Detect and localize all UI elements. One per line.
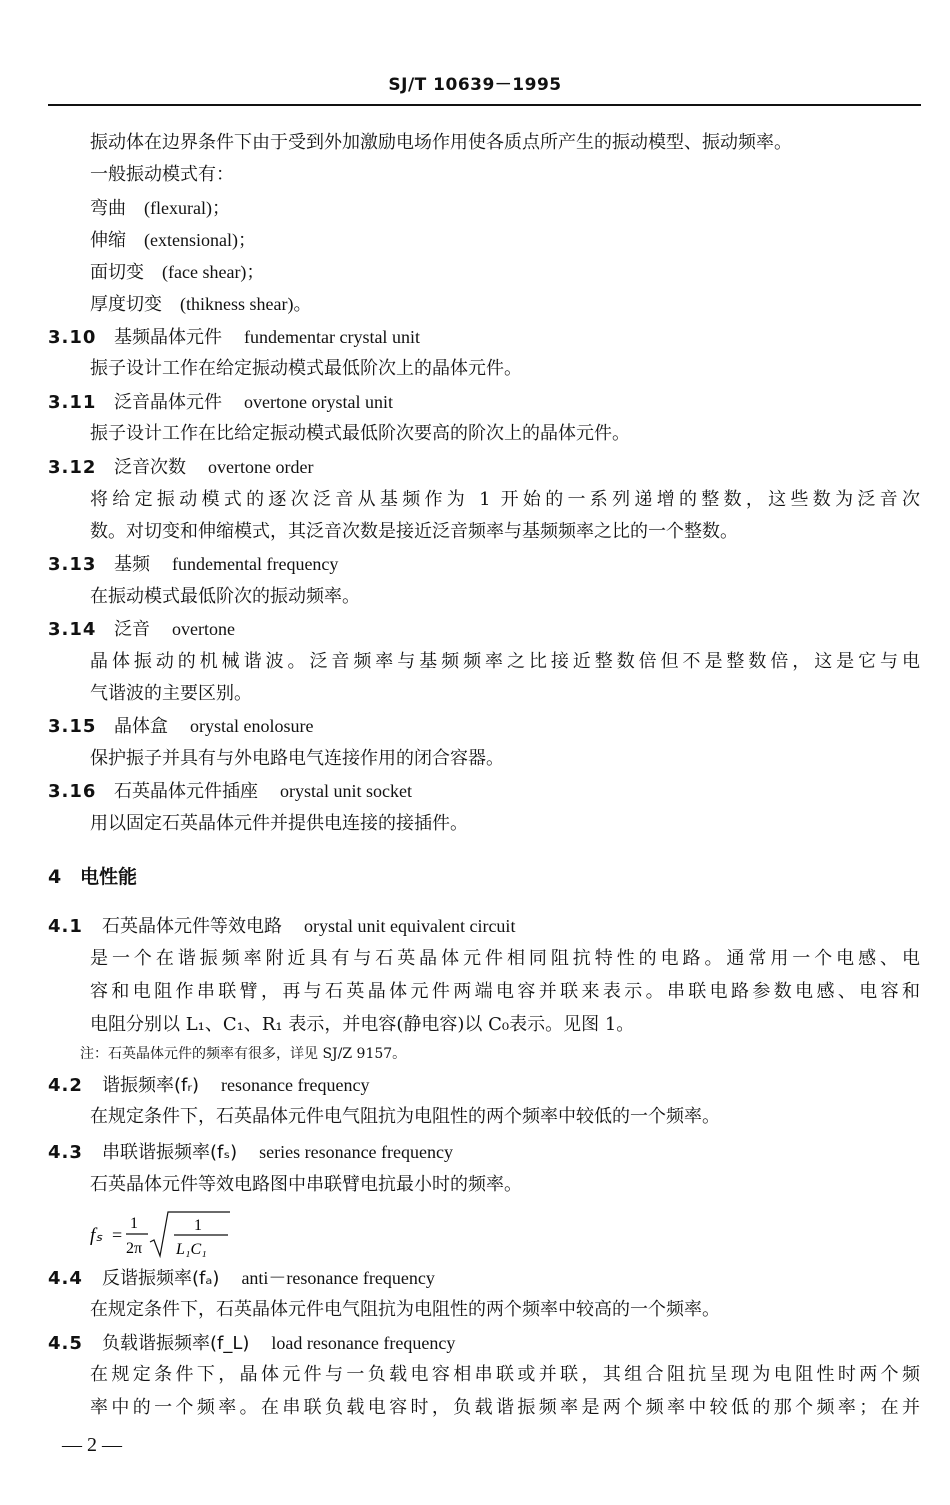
intro-line-1: 振动体在边界条件下由于受到外加激励电场作用使各质点所产生的振动模型、振动频率。 (90, 132, 792, 153)
clause-heading-3-15 (48, 713, 313, 740)
formula-numerator-2: 1 (194, 1217, 202, 1234)
clause-title-en: overtone (172, 619, 235, 639)
clause-body: 气谐波的主要区别。 (90, 683, 252, 704)
clause-heading-3-16 (48, 778, 412, 805)
page-header: SJ/T 10639－1995 (388, 75, 562, 95)
clause-body: 数。对切变和伸缩模式，其泛音次数是接近泛音频率与基频频率之比的一个整数。 (90, 521, 738, 542)
clause-heading-3-14 (48, 616, 235, 643)
clause-title-zh: 基频 (114, 554, 150, 575)
clause-body: 用以固定石英晶体元件并提供电连接的接插件。 (90, 813, 468, 834)
formula-numerator-1: 1 (130, 1215, 138, 1232)
clause-body: 保护振子并具有与外电路电气连接作用的闭合容器。 (90, 748, 504, 769)
clause-body: 振子设计工作在给定振动模式最低阶次上的晶体元件。 (90, 358, 522, 379)
mode-en: (face shear)； (162, 262, 265, 282)
clause-title-zh: 基频晶体元件 (114, 327, 222, 348)
intro-line-2: 一般振动模式有： (90, 164, 234, 185)
clause-title-en: anti－resonance frequency (241, 1268, 435, 1288)
mode-zh: 弯曲 (90, 198, 126, 219)
clause-heading-4-1 (48, 913, 515, 940)
clause-title-en: fundemental frequency (172, 554, 339, 574)
clause-title-zh: 泛音 (114, 619, 150, 640)
clause-body: 在规定条件下，晶体元件与一负载电容相串联或并联，其组合阻抗呈现为电阻性时两个频 (90, 1364, 920, 1385)
mode-zh: 厚度切变 (90, 294, 162, 315)
clause-title-en: overtone order (208, 457, 314, 477)
mode-item (90, 291, 311, 318)
mode-en: (flexural)； (144, 198, 230, 218)
clause-title-zh: 晶体盒 (114, 716, 168, 737)
mode-zh: 面切变 (90, 262, 144, 283)
clause-number: 4.5 (48, 1333, 83, 1354)
clause-title-en: overtone orystal unit (244, 392, 393, 412)
section-heading-4 (48, 862, 137, 889)
clause-number: 4.2 (48, 1075, 83, 1096)
clause-body: 石英晶体元件等效电路图中串联臂电抗最小时的频率。 (90, 1174, 522, 1195)
clause-body: 在规定条件下，石英晶体元件电气阻抗为电阻性的两个频率中较低的一个频率。 (90, 1106, 720, 1127)
clause-number: 3.16 (48, 781, 97, 802)
clause-number: 4.1 (48, 916, 83, 937)
section-title: 电性能 (80, 866, 138, 888)
page-number: — 2 — (62, 1434, 122, 1456)
clause-heading-3-12 (48, 454, 313, 481)
clause-heading-3-13 (48, 551, 338, 578)
clause-body: 在振动模式最低阶次的振动频率。 (90, 586, 360, 607)
clause-title-en: resonance frequency (221, 1075, 370, 1095)
series-resonance-formula (90, 1208, 250, 1260)
clause-number: 3.14 (48, 619, 97, 640)
clause-title-en: orystal enolosure (190, 716, 314, 736)
clause-title-zh: 石英晶体元件插座 (114, 781, 258, 802)
clause-title-en: orystal unit equivalent circuit (304, 916, 516, 936)
clause-number: 3.10 (48, 327, 97, 348)
clause-body: 容和电阻作串联臂，再与石英晶体元件两端电容并联来表示。串联电路参数电感、电容和 (90, 981, 920, 1002)
clause-heading-4-3 (48, 1139, 453, 1166)
clause-title-zh: 谐振频率(fᵣ) (102, 1075, 200, 1096)
clause-body: 将给定振动模式的逐次泛音从基频作为 1 开始的一系列递增的整数，这些数为泛音次 (90, 489, 920, 510)
clause-heading-4-2 (48, 1072, 369, 1099)
clause-title-en: load resonance frequency (271, 1333, 456, 1353)
clause-title-en: series resonance frequency (259, 1142, 454, 1162)
clause-title-zh: 泛音晶体元件 (114, 392, 222, 413)
clause-title-en: fundementar crystal unit (244, 327, 420, 347)
section-number: 4 (48, 866, 62, 888)
clause-title-zh: 泛音次数 (114, 457, 186, 478)
clause-title-zh: 负载谐振频率(f_L) (102, 1333, 250, 1354)
clause-number: 4.4 (48, 1268, 83, 1289)
clause-number: 3.15 (48, 716, 97, 737)
clause-title-zh: 石英晶体元件等效电路 (102, 916, 282, 937)
mode-item (90, 195, 230, 222)
note: 注：石英晶体元件的频率有很多，详见 SJ/Z 9157。 (80, 1046, 407, 1062)
clause-body: 振子设计工作在比给定振动模式最低阶次要高的阶次上的晶体元件。 (90, 423, 630, 444)
clause-heading-3-10 (48, 324, 420, 351)
clause-title-zh: 反谐振频率(fₐ) (102, 1268, 220, 1289)
mode-en: (extensional)； (144, 230, 256, 250)
clause-body: 晶体振动的机械谐波。泛音频率与基频频率之比接近整数倍但不是整数倍，这是它与电 (90, 651, 920, 672)
clause-number: 3.12 (48, 457, 97, 478)
clause-body: 率中的一个频率。在串联负载电容时，负载谐振频率是两个频率中较低的那个频率；在并 (90, 1397, 920, 1418)
clause-heading-3-11 (48, 389, 393, 416)
mode-item (90, 227, 256, 254)
clause-body: 是一个在谐振频率附近具有与石英晶体元件相同阻抗特性的电路。通常用一个电感、电 (90, 948, 920, 969)
formula-equals: = (112, 1225, 123, 1245)
clause-title-zh: 串联谐振频率(fₛ) (102, 1142, 238, 1163)
formula-denominator-2: L₁C₁ (176, 1241, 207, 1258)
mode-en: (thikness shear)。 (180, 294, 312, 314)
clause-heading-4-4 (48, 1265, 435, 1292)
clause-number: 4.3 (48, 1142, 83, 1163)
clause-body: 在规定条件下，石英晶体元件电气阻抗为电阻性的两个频率中较高的一个频率。 (90, 1299, 720, 1320)
clause-body: 电阻分别以 L₁、C₁、R₁ 表示，并电容(静电容)以 C₀表示。见图 1。 (90, 1014, 635, 1035)
clause-number: 3.13 (48, 554, 97, 575)
clause-heading-4-5 (48, 1330, 455, 1357)
formula-lhs: fₛ (90, 1225, 103, 1246)
header-rule (48, 104, 921, 106)
clause-title-en: orystal unit socket (280, 781, 412, 801)
mode-zh: 伸缩 (90, 230, 126, 251)
clause-number: 3.11 (48, 392, 97, 413)
formula-denominator-1: 2π (126, 1240, 143, 1257)
mode-item (90, 259, 264, 286)
